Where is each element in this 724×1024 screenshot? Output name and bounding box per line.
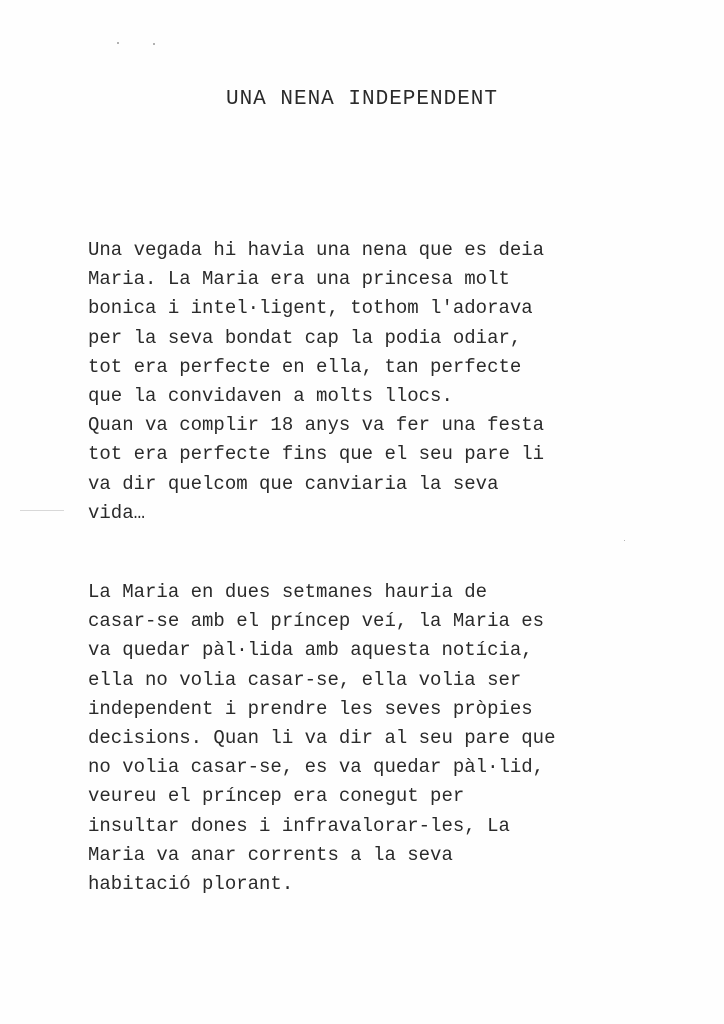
text-line: vida… (88, 501, 146, 524)
text-line: Una vegada hi havia una nena que es deia (88, 239, 545, 261)
text-line: va dir quelcom que canviaria la seva (88, 472, 499, 495)
text-line: bonica i intel·ligent, tothom l'adorava (88, 297, 533, 320)
document-title: UNA NENA INDEPENDENT (225, 88, 499, 111)
text-line: ella no volia casar-se, ella volia ser (88, 668, 522, 691)
scan-speck (117, 42, 119, 44)
text-line: insultar dones i infravalorar-les, La (88, 814, 510, 837)
text-line: La Maria en dues setmanes hauria de (88, 581, 488, 603)
text-line: habitació plorant. (88, 873, 294, 896)
text-line: Maria va anar corrents a la seva (88, 843, 453, 866)
text-line: independent i prendre les seves pròpies (88, 697, 533, 720)
scan-speck (153, 43, 155, 45)
text-line: decisions. Quan li va dir al seu pare que (88, 727, 556, 750)
text-line: casar-se amb el príncep veí, la Maria es (88, 610, 545, 633)
paragraph-2 (88, 578, 648, 899)
text-line: Maria. La Maria era una princesa molt (88, 268, 510, 291)
scan-mark (20, 510, 64, 511)
text-line: que la convidaven a molts llocs. (88, 385, 453, 408)
paragraph-1 (88, 236, 648, 528)
text-line: per la seva bondat cap la podia odiar, (88, 326, 522, 349)
scan-speck (624, 540, 625, 541)
text-line: Quan va complir 18 anys va fer una festa (88, 414, 545, 437)
text-line: no volia casar-se, es va quedar pàl·lid, (88, 756, 545, 779)
text-line: tot era perfecte fins que el seu pare li (88, 443, 545, 466)
text-line: veureu el príncep era conegut per (88, 785, 465, 808)
text-line: tot era perfecte en ella, tan perfecte (88, 355, 522, 378)
text-line: va quedar pàl·lida amb aquesta notícia, (88, 639, 533, 662)
